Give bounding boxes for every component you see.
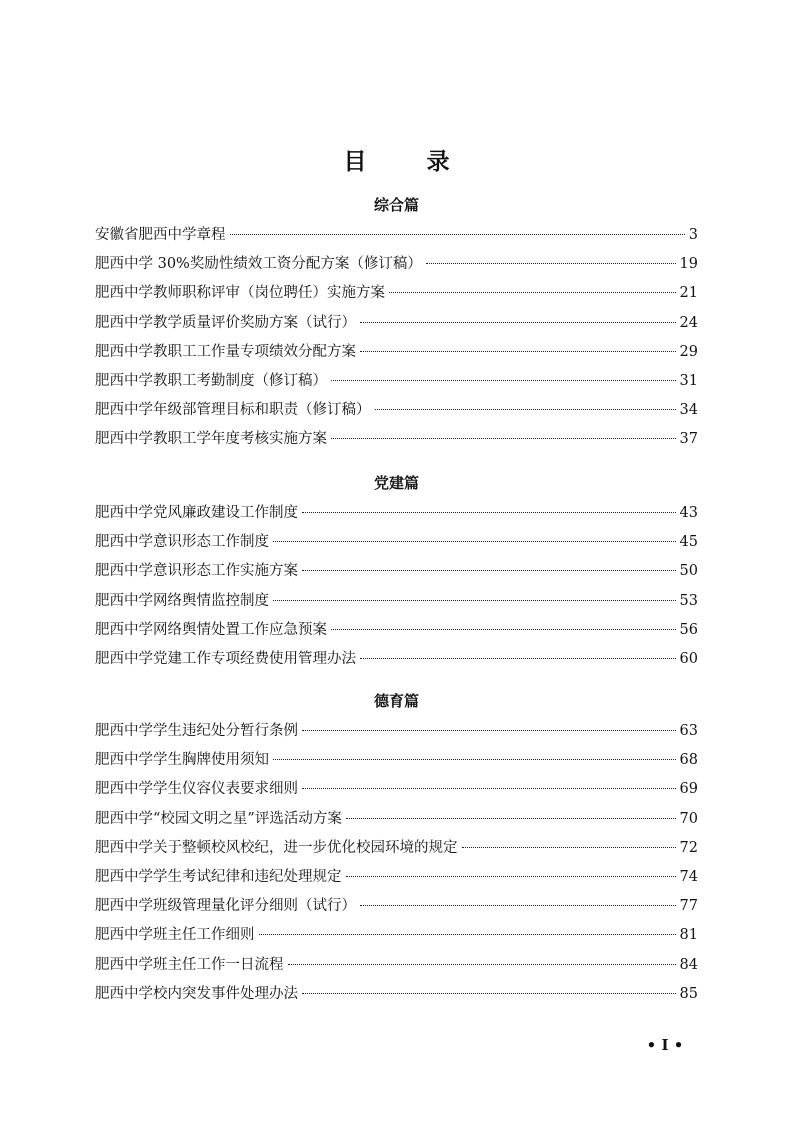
dot-leader <box>346 818 676 819</box>
dot-leader <box>331 380 676 381</box>
toc-entry-title: 肥西中学教职工考勤制度（修订稿） <box>95 372 327 389</box>
toc-section-comprehensive <box>95 189 698 455</box>
dot-leader <box>331 629 676 630</box>
toc-entry[interactable] <box>95 746 698 775</box>
toc-entry-title: 肥西中学意识形态工作实施方案 <box>95 563 298 580</box>
toc-entry[interactable] <box>95 951 698 980</box>
toc-entry-title: 肥西中学网络舆情处置工作应急预案 <box>95 621 327 638</box>
dot-leader <box>259 934 676 935</box>
toc-entry[interactable] <box>95 221 698 250</box>
toc-entry-page: 68 <box>679 752 698 769</box>
toc-entry-title: 肥西中学党建工作专项经费使用管理办法 <box>95 650 356 667</box>
dot-leader <box>360 351 676 352</box>
toc-entry-page: 29 <box>679 343 698 360</box>
toc-entry[interactable] <box>95 338 698 367</box>
toc-entry-title: 肥西中学教职工工作量专项绩效分配方案 <box>95 343 356 360</box>
toc-entry[interactable] <box>95 892 698 921</box>
toc-entry-title: 肥西中学教学质量评价奖励方案（试行） <box>95 314 356 331</box>
toc-entry-title: 肥西中学班主任工作一日流程 <box>95 956 284 973</box>
toc-entry[interactable] <box>95 309 698 338</box>
toc-entry-page: 70 <box>679 810 698 827</box>
dot-leader <box>302 730 676 731</box>
toc-entry[interactable] <box>95 279 698 308</box>
page-title: 目 录 <box>343 149 476 175</box>
toc-entry-title: 肥西中学年级部管理目标和职责（修订稿） <box>95 402 371 419</box>
toc-entry-title: 肥西中学学生仪容仪表要求细则 <box>95 781 298 798</box>
toc-entry-page: 45 <box>679 534 698 551</box>
toc-entry-page: 24 <box>679 314 698 331</box>
toc-entry-title: 肥西中学班级管理量化评分细则（试行） <box>95 898 356 915</box>
toc-entry[interactable] <box>95 499 698 528</box>
toc-entry-title: 肥西中学学生考试纪律和违纪处理规定 <box>95 868 342 885</box>
dot-leader <box>331 438 676 439</box>
dot-leader <box>302 993 676 994</box>
dot-leader <box>273 541 676 542</box>
toc-entry-page: 31 <box>679 372 698 389</box>
toc-entry[interactable] <box>95 805 698 834</box>
toc-entry[interactable] <box>95 587 698 616</box>
toc-entry-page: 60 <box>679 650 698 667</box>
toc-entry-title: 肥西中学校内突发事件处理办法 <box>95 985 298 1002</box>
toc-entry-title: 肥西中学“校园文明之星”评选活动方案 <box>95 810 342 827</box>
toc-entry[interactable] <box>95 717 698 746</box>
toc-entry-page: 81 <box>679 927 698 944</box>
dot-leader <box>302 512 676 513</box>
dot-leader <box>360 658 676 659</box>
toc-entry-page: 19 <box>679 256 698 273</box>
toc-entry[interactable] <box>95 834 698 863</box>
dot-leader <box>462 847 676 848</box>
toc-entry-page: 85 <box>679 985 698 1002</box>
toc-entry-title: 肥西中学班主任工作细则 <box>95 927 255 944</box>
toc-entry-page: 53 <box>679 592 698 609</box>
toc-entry[interactable] <box>95 645 698 674</box>
toc-entry-page: 50 <box>679 563 698 580</box>
toc-entry-page: 34 <box>679 402 698 419</box>
toc-entry-page: 74 <box>679 868 698 885</box>
toc-entry-page: 77 <box>679 898 698 915</box>
toc-entry-page: 84 <box>679 956 698 973</box>
toc-entry[interactable] <box>95 250 698 279</box>
toc-section-moral-education <box>95 685 698 1009</box>
toc-entry[interactable] <box>95 557 698 586</box>
toc-entry-page: 69 <box>679 781 698 798</box>
section-heading: 综合篇 <box>373 196 419 214</box>
toc-entry-title: 肥西中学学生违纪处分暂行条例 <box>95 723 298 739</box>
toc-entry-title: 肥西中学意识形态工作制度 <box>95 534 269 551</box>
dot-leader <box>302 788 676 789</box>
toc-entry-page: 3 <box>688 227 698 243</box>
dot-leader <box>360 322 676 323</box>
dot-leader <box>360 905 676 906</box>
toc-section-party-building <box>95 467 698 674</box>
toc-entry-page: 37 <box>679 431 698 448</box>
toc-entry-page: 72 <box>679 839 698 856</box>
toc-entry-title: 肥西中学网络舆情监控制度 <box>95 592 269 609</box>
toc-entry-title: 安徽省肥西中学章程 <box>95 227 226 243</box>
dot-leader <box>273 759 676 760</box>
toc-entry-page: 56 <box>679 621 698 638</box>
toc-entry[interactable] <box>95 863 698 892</box>
toc-entry[interactable] <box>95 921 698 950</box>
toc-entry[interactable] <box>95 616 698 645</box>
section-heading: 德育篇 <box>373 692 419 710</box>
dot-leader <box>389 292 676 293</box>
toc-entry-title: 肥西中学党风廉政建设工作制度 <box>95 505 298 521</box>
dot-leader <box>346 876 676 877</box>
toc-entry-title: 肥西中学关于整顿校风校纪，进一步优化校园环境的规定 <box>95 839 458 856</box>
dot-leader <box>426 263 676 264</box>
dot-leader <box>273 600 676 601</box>
dot-leader <box>302 570 676 571</box>
dot-leader <box>288 964 676 965</box>
dot-leader <box>230 234 685 235</box>
toc-entry[interactable] <box>95 980 698 1009</box>
section-heading: 党建篇 <box>373 474 419 492</box>
toc-entry-title: 肥西中学学生胸牌使用须知 <box>95 752 269 769</box>
dot-leader <box>375 409 676 410</box>
page-number-footer: • I • <box>646 1036 684 1054</box>
toc-entry[interactable] <box>95 528 698 557</box>
toc-entry[interactable] <box>95 775 698 804</box>
toc-entry[interactable] <box>95 425 698 454</box>
toc-entry-page: 63 <box>679 723 698 739</box>
toc-entry-title: 肥西中学教职工学年度考核实施方案 <box>95 431 327 448</box>
toc-entry[interactable] <box>95 396 698 425</box>
toc-entry-page: 43 <box>679 505 698 521</box>
toc-entry-page: 21 <box>679 285 698 302</box>
toc-entry[interactable] <box>95 367 698 396</box>
toc-entry-title: 肥西中学 30%奖励性绩效工资分配方案（修订稿） <box>95 256 422 273</box>
toc-entry-title: 肥西中学教师职称评审（岗位聘任）实施方案 <box>95 285 385 302</box>
